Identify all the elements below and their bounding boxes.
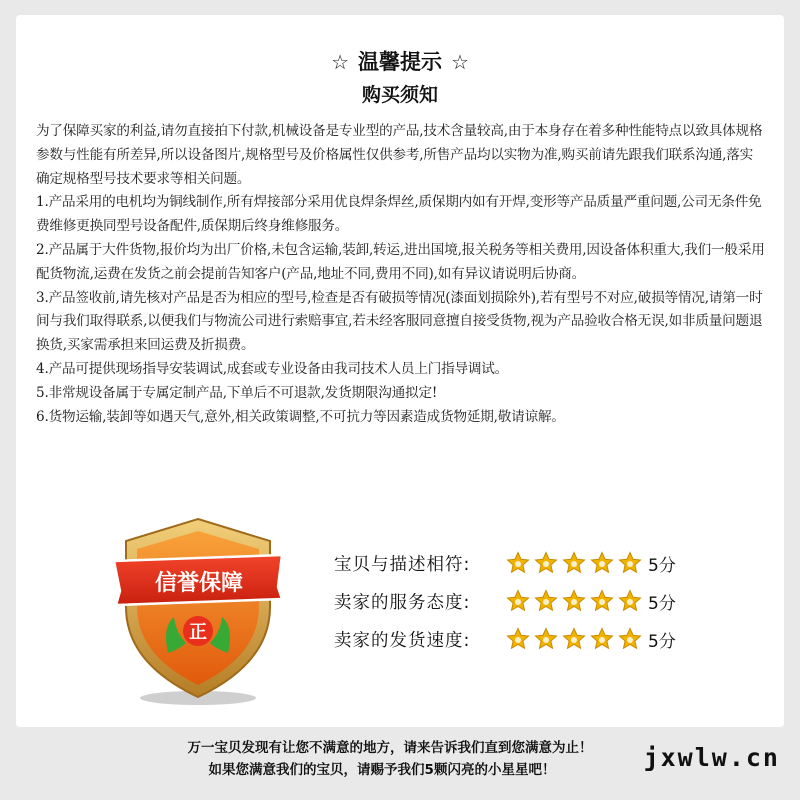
notice-item: 6.货物运输,装卸等如遇天气,意外,相关政策调整,不可抗力等因素造成货物延期,敬请谅解。 xyxy=(36,408,565,425)
notice-body xyxy=(36,120,766,429)
rating-label: 卖家的发货速度: xyxy=(334,630,471,651)
notice-item: 1.产品采用的电机均为铜线制作,所有焊接部分采用优良焊条焊丝,质保期内如有开焊,变形等产品质量严重问题,公司无条件免费维修更换同型号设备配件,质保期后终身维修服务。 xyxy=(36,194,762,235)
star-icon xyxy=(562,551,586,575)
star-icon xyxy=(506,627,530,651)
page-title xyxy=(0,46,800,76)
star-outline-icon: ☆ xyxy=(451,50,469,74)
star-icon xyxy=(590,627,614,651)
rating-stars xyxy=(506,589,642,613)
notice-item: 2.产品属于大件货物,报价均为出厂价格,未包含运输,装卸,转运,进出国境,报关税务等相关费用,因设备体积重大,我们一般采用配货物流,运费在发货之前会提前告知客户(产品,地址不同,费用不同),如有异议请说明后协商。 xyxy=(36,241,765,282)
badge-ribbon-text: 信誉保障 xyxy=(154,571,244,596)
credit-guarantee-badge xyxy=(110,515,290,710)
star-icon xyxy=(562,589,586,613)
badge-center-char: 正 xyxy=(189,622,207,643)
star-icon xyxy=(590,551,614,575)
page-subtitle: 购买须知 xyxy=(361,84,438,106)
rating-score: 5分 xyxy=(648,593,676,614)
rating-label: 卖家的服务态度: xyxy=(334,592,471,613)
rating-row xyxy=(334,544,676,582)
notice-item: 5.非常规设备属于专属定制产品,下单后不可退款,发货期限沟通拟定! xyxy=(36,384,438,401)
star-icon xyxy=(534,589,558,613)
star-icon xyxy=(618,589,642,613)
site-watermark: jxwlw.cn xyxy=(643,743,780,772)
rating-row xyxy=(334,582,676,620)
rating-stars xyxy=(506,551,642,575)
star-icon xyxy=(590,589,614,613)
rating-label: 宝贝与描述相符: xyxy=(334,554,471,575)
rating-score: 5分 xyxy=(648,631,676,652)
footer-banner xyxy=(0,727,800,800)
footer-line: 万一宝贝发现有让您不满意的地方，请来告诉我们直到您满意为止！ xyxy=(187,740,593,756)
rating-row xyxy=(334,620,676,658)
star-outline-icon: ☆ xyxy=(331,50,349,74)
star-icon xyxy=(618,627,642,651)
footer-line: 如果您满意我们的宝贝，请赐予我们5颗闪亮的小星星吧！ xyxy=(208,762,556,778)
star-icon xyxy=(618,551,642,575)
rating-score: 5分 xyxy=(648,555,676,576)
star-icon xyxy=(506,589,530,613)
star-icon xyxy=(562,627,586,651)
star-icon xyxy=(534,551,558,575)
notice-intro: 为了保障买家的利益,请勿直接拍下付款,机械设备是专业型的产品,技术含量较高,由于本身存在着多种性能特点以致具体规格参数与性能有所差异,所以设备图片,规格型号及价格属性仅供参考,所售产品均以实物为准,购买前请先跟我们联系沟通,落实确定规格型号技术要求等相关问题。 xyxy=(36,123,763,187)
rating-stars xyxy=(506,627,642,651)
notice-item: 4.产品可提供现场指导安装调试,成套或专业设备由我司技术人员上门指导调试。 xyxy=(36,360,509,377)
shop-ratings xyxy=(334,544,676,658)
shield-icon xyxy=(110,515,290,710)
notice-item: 3.产品签收前,请先核对产品是否为相应的型号,检查是否有破损等情况(漆面划损除外),若有型号不对应,破损等情况,请第一时间与我们取得联系,以便我们与物流公司进行索赔事宜,若未经客服同意擅自接受货物,视为产品验收合格无误,如非质量问题退换货,买家需承担来回运费及折损费。 xyxy=(36,289,763,354)
star-icon xyxy=(506,551,530,575)
star-icon xyxy=(534,627,558,651)
title-text: 温馨提示 xyxy=(358,49,442,74)
